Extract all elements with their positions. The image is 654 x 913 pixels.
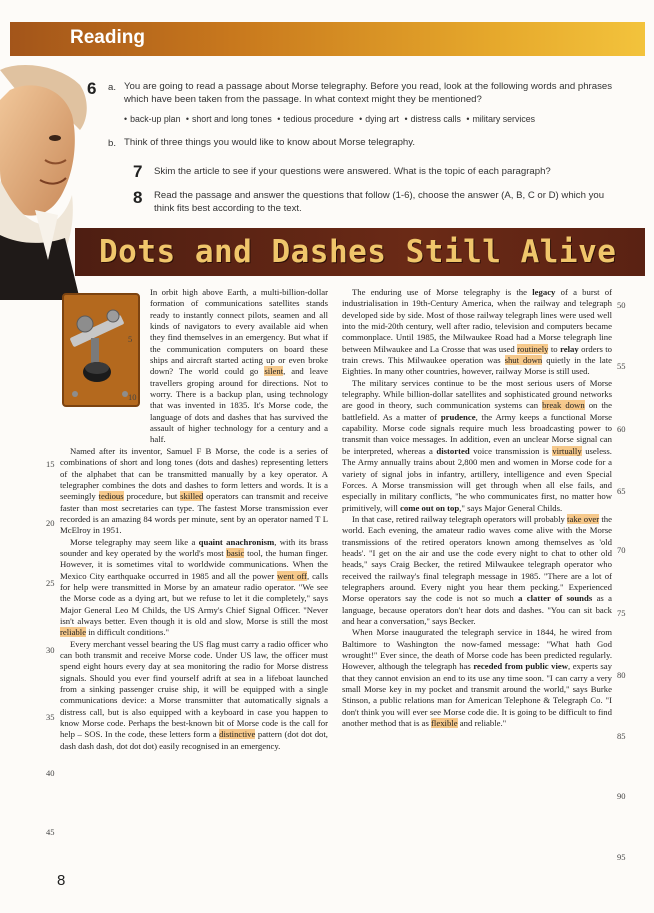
task-8-text: Read the passage and answer the questions that follow (1-6), choose the answer (A, B, C or D) which you think fits best according to the text. <box>154 190 605 215</box>
line-number: 45 <box>46 827 55 837</box>
line-number: 30 <box>46 645 55 655</box>
line-number: 55 <box>617 361 626 371</box>
line-number: 65 <box>617 486 626 496</box>
line-number: 90 <box>617 791 626 801</box>
phrase-item: military services <box>472 114 536 124</box>
task-6b-letter: b. <box>108 138 117 149</box>
line-number: 10 <box>128 392 137 402</box>
line-number: 50 <box>617 300 626 310</box>
phrase-item: dying art <box>365 114 400 124</box>
section-title: Reading <box>70 27 145 48</box>
task-6a-text: You are going to read a passage about Morse telegraphy. Before you read, look at the following words and phrases which have been taken from the passage. In what context might they be mentioned? <box>124 81 612 106</box>
article-column-right: The enduring use of Morse telegraphy is the legacy of a burst of industrialisation in 19th-Century America, when the railway and telegraph developed side by side. Most of those railway telegraph lines were used well into the mid-20th century, well after radio, television and computers became commonplace. Until 1985, the Milwaukee Road had a Morse telegraph line between Milwaukee and La Crosse that was used routinely to relay orders to train crews. This Milwaukee operation was shut down quietly in the late Eighties. In many other countries, however, railway Morse is still used. The military services continue to be the most serious users of Morse telegraphy. While billion-dollar satellites and sophisticated ground networks are good in theory, such communication systems can break down on the battlefield. As a matter of prudence, the Army keeps a functional Morse capability. Morse code signals require much less broadcasting power to transmit than voice messages. In addition, even an unclear Morse signal can be interpreted, whereas a distorted voice transmission is virtually useless. The Army annually trains about 2,800 men and women in Morse code for a variety of signal jobs in infantry, artillery, intelligence and even Special Forces. A Morse transmission will get through when all else fails, and especially in military conflicts, "he who communicates first, no matter how primitively, will come out on top," says Major General Childs. In that case, retired railway telegraph operators will probably take over the world. Each evening, the amateur radio waves come alive with the Morse transmissions of the retired operators known among themselves as 'old heads'. "I get on the air and use the code every night to chat to other old heads," says Craig Becker, the retired Milwaukee telegraph operator who received the railway's final telegraph message in 1985. "There are a lot of telegraphers around. Every night you hear them pecking." Experienced Morse operators say the code is not so much a clatter of sounds as a language, because operators don't hear dots and dashes. "You can sit back and hear a conversation," says Becker. When Morse inaugurated the telegraph service in 1844, he wired from Baltimore to Washington the now-famed message: "What hath God wrought!" Ever since, the death of Morse code has been predicted regularly. However, although the telegraph has receded from public view, experts say that they cannot envision an end to its use any time soon. "I can carry a very small Morse key in my pocket and transmit around the world," says Burke Stinson, a public relations man for American Telephone & Telegraph Co. "I don't think you will ever see Morse code die. It is going to be difficult to find another method that is as flexible and reliable." <box>342 287 613 729</box>
section-header-bar <box>10 22 645 56</box>
line-number: 40 <box>46 768 55 778</box>
line-number: 25 <box>46 578 55 588</box>
line-number: 70 <box>617 545 626 555</box>
line-number: 80 <box>617 670 626 680</box>
phrase-item: tedious procedure <box>283 114 354 124</box>
task-7-text: Skim the article to see if your questions were answered. What is the topic of each paragraph? <box>154 166 551 177</box>
phrase-item: distress calls <box>410 114 461 124</box>
task-number-7: 7 <box>133 162 143 181</box>
line-number: 95 <box>617 852 626 862</box>
line-number: 75 <box>617 608 626 618</box>
article-column-left: In orbit high above Earth, a multi-billion-dollar formation of communications satellites stands ready to instantly connect pilots, seamen and all kinds of navigators to every available aid when they find themselves in an emergency. But what if the communication computers on board these ships and aircraft started acting up or even broke down? The world could go silent, and leave travellers groping around for directions. Not to worry. There is a backup plan, using technology that was invented in 1835. It's Morse code, the language of dots and dashes that has survived the assault of higher technology for a century and a half. Named after its inventor, Samuel F B Morse, the code is a series of combinations of short and long tones (dots and dashes) representing letters of the alphabet that can be transmitted manually by a key operator. A telegrapher combines the dots and dashes to form letters and words. It is a seemingly tedious procedure, but skilled operators can transmit and receive faster than most secretaries can type. The fastest Morse transmission ever recorded is an amazing 84 words per minute, sent by an operator named T L McElroy in 1951. Morse telegraphy may seem like a quaint anachronism, with its brass sounder and key operated by the world's most basic tool, the human finger. However, it is sometimes vital to worldwide communications. When the Mexico City earthquake occurred in 1985 and all the power went off, calls for help were transmitted in Morse by an amateur radio operator. "We see the Morse code as a dying art, but we refuse to let it die completely," says Major General Leo M Childs, the US Army's Chief Signal Officer. "Never isn't always better. Even though it is old and slow, Morse is still the most reliable in difficult conditions." Every merchant vessel bearing the US flag must carry a radio officer who can both transmit and receive Morse code. Under US law, the officer must spend eight hours every day at sea monitoring the radio for Morse distress signals. Should you ever find yourself adrift at sea in a lifeboat launched from a sinking passenger cruise ship, it will be equipped with a single communications device: a Morse transmitter that automatically signals a distress call, but is also equipped with a keyboard in case you happen to know Morse code. Perhaps the best-known bit of Morse code is the call for help – SOS. In the code, these letters form a distinctive pattern (dot dot dot, dash dash dash, dot dot dot) easily recognised in an emergency. <box>60 287 328 751</box>
task-6a-letter: a. <box>108 82 117 93</box>
page-number: 8 <box>57 872 66 889</box>
phrase-list: • back-up plan • short and long tones • tedious procedure • dying art • distress calls • military services <box>124 114 536 124</box>
line-number: 15 <box>46 459 55 469</box>
phrase-item: short and long tones <box>192 114 272 124</box>
task-number-8: 8 <box>133 188 143 207</box>
phrase-item: back-up plan <box>130 114 181 124</box>
article-banner <box>75 228 645 276</box>
line-number: 85 <box>617 731 626 741</box>
line-number: 35 <box>46 712 55 722</box>
article-headline: Dots and Dashes Still Alive <box>99 234 617 270</box>
line-number: 5 <box>128 334 133 344</box>
task-6b-text: Think of three things you would like to know about Morse telegraphy. <box>124 137 415 148</box>
line-number: 20 <box>46 518 55 528</box>
task-number-6: 6 <box>87 79 97 98</box>
line-number: 60 <box>617 424 626 434</box>
